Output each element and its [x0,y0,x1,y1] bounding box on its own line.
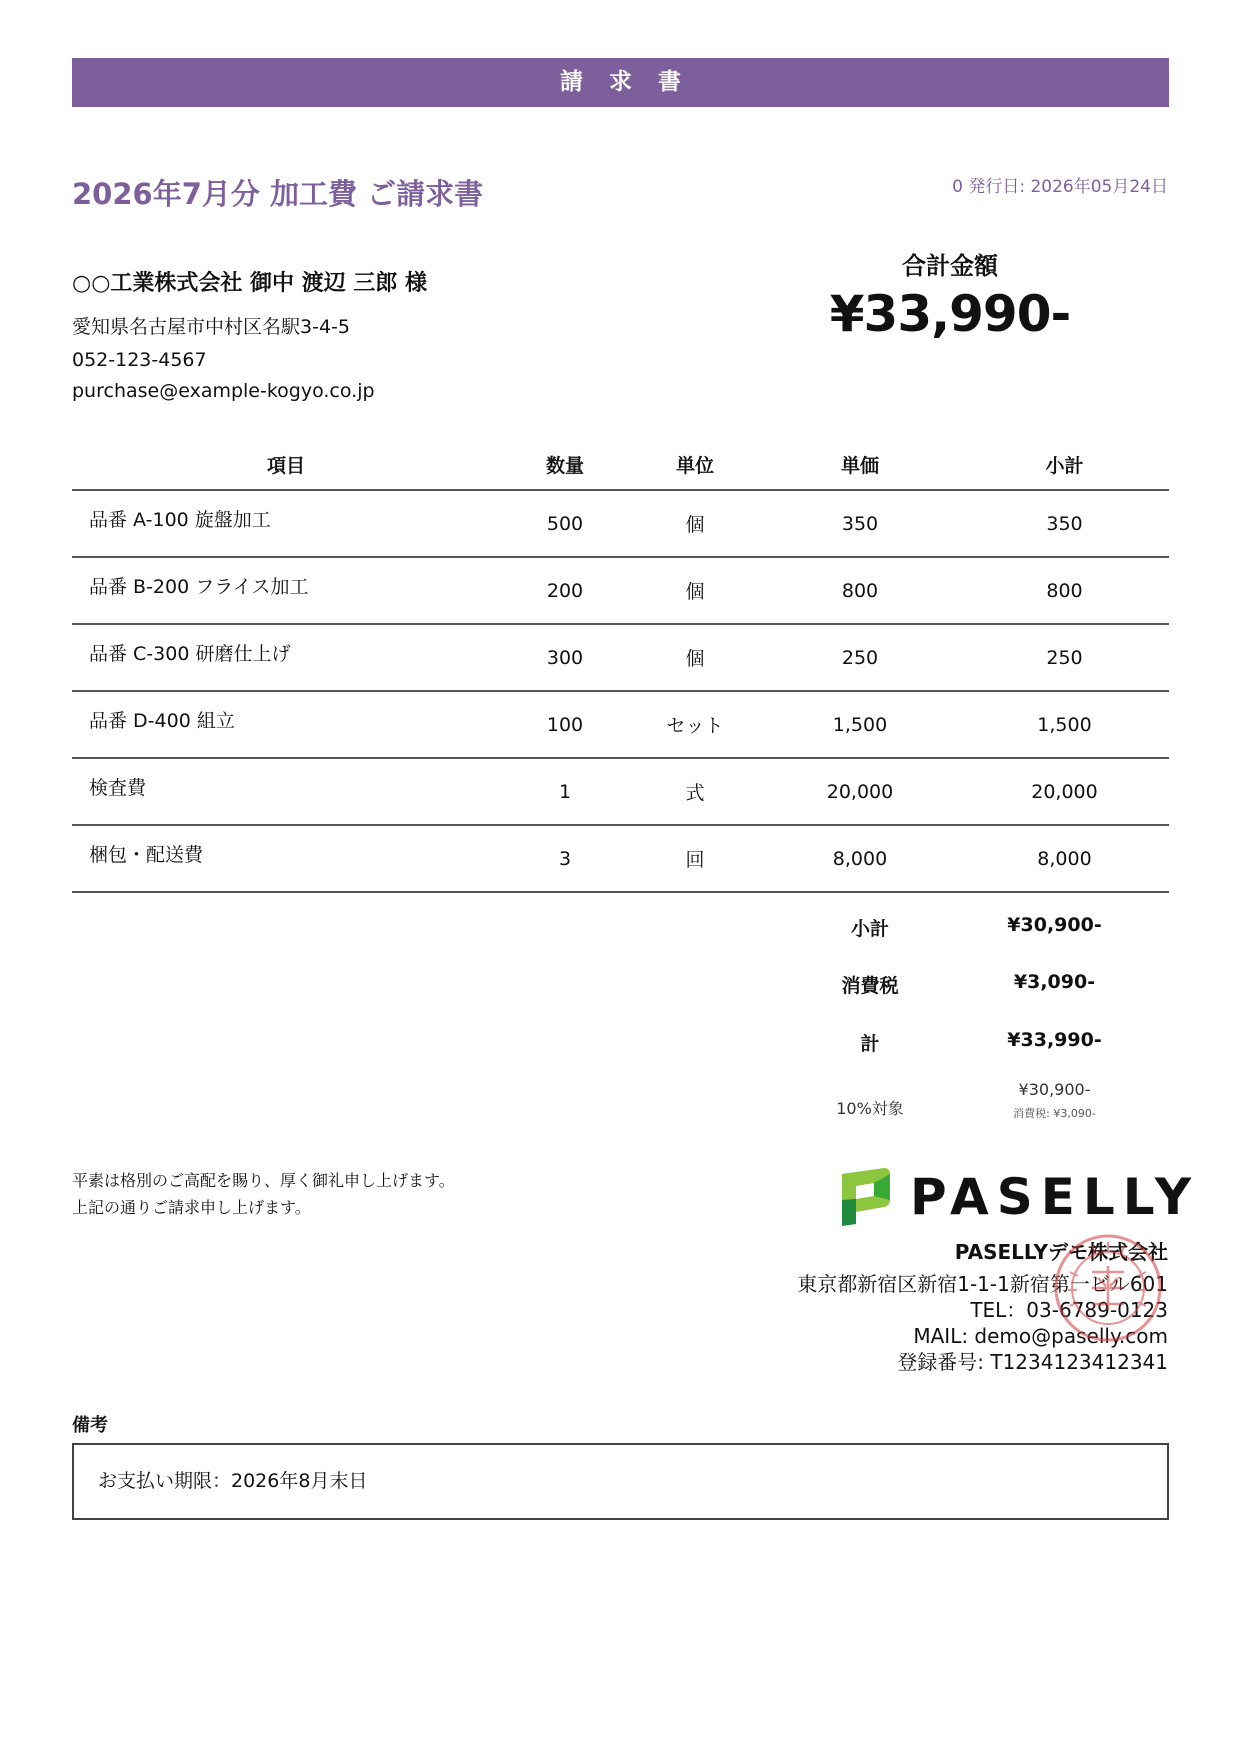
greeting-line-1: 平素は格別のご高配を賜り、厚く御礼申し上げます。 [72,1171,455,1190]
subtotal-row [800,914,1169,941]
tax-value: ¥3,090- [1013,971,1096,993]
issuer-tel: TEL：03-6789-0123 [970,1298,1168,1322]
table-header-row [72,440,1169,490]
item-unit: 個 [630,490,760,557]
item-quantity: 100 [500,691,630,758]
item-unit-price: 20,000 [760,758,960,825]
client-address: 愛知県名古屋市中村区名駅3-4-5 [72,316,350,338]
issuer-name: PASELLYデモ株式会社 [954,1240,1168,1264]
item-unit-price: 1,500 [760,691,960,758]
paselly-logo-mark-icon [836,1166,892,1228]
line-items-table [72,440,1169,893]
logo-wordmark: PASELLY [910,1168,1200,1226]
grand-total-row [800,1029,1169,1056]
table-row [72,557,1169,624]
item-quantity: 300 [500,624,630,691]
column-header-unit-price: 単価 [760,440,960,490]
item-unit-price: 8,000 [760,825,960,892]
remarks-box: お支払い期限：2026年8月末日 [72,1443,1169,1520]
document-title-banner: 請求書 [72,58,1169,107]
subtotal-value: ¥30,900- [1007,914,1102,936]
item-subtotal: 800 [960,557,1169,624]
subtotal-label: 小計 [850,918,889,940]
item-unit: 回 [630,825,760,892]
table-row [72,825,1169,892]
table-row [72,490,1169,557]
issuer-address: 東京都新宿区新宿1-1-1新宿第一ビル601 [797,1272,1168,1296]
tax-basis-amount: ¥30,900- [1018,1080,1091,1099]
tax-row [800,971,1169,998]
tax-basis-values [940,1080,1169,1121]
total-amount-box [790,246,1110,343]
item-quantity: 200 [500,557,630,624]
column-header-unit: 単位 [630,440,760,490]
client-name: ○○工業株式会社 御中 渡辺 三郎 様 [72,271,428,296]
item-subtotal: 1,500 [960,691,1169,758]
company-logo [836,1166,1199,1228]
item-unit-price: 800 [760,557,960,624]
tax-basis-tax: 消費税: ¥3,090- [1013,1107,1096,1120]
column-header-quantity: 数量 [500,440,630,490]
item-name: 品番 A-100 旋盤加工 [72,490,500,557]
item-name: 品番 C-300 研磨仕上げ [72,624,500,691]
item-quantity: 3 [500,825,630,892]
item-unit: 個 [630,624,760,691]
tax-basis-row [800,1080,1169,1121]
item-name: 梱包・配送費 [72,825,500,892]
total-amount-label: 合計金額 [902,252,998,280]
tax-basis-label: 10%対象 [836,1099,904,1118]
item-unit: 個 [630,557,760,624]
greeting-line-2: 上記の通りご請求申し上げます。 [72,1198,311,1217]
client-email: purchase@example-kogyo.co.jp [72,380,375,402]
item-unit: 式 [630,758,760,825]
grand-total-label: 計 [860,1033,880,1055]
table-row [72,758,1169,825]
grand-total-value: ¥33,990- [1007,1029,1102,1051]
item-subtotal: 20,000 [960,758,1169,825]
table-row [72,691,1169,758]
table-row [72,624,1169,691]
item-name: 品番 D-400 組立 [72,691,500,758]
column-header-item: 項目 [72,440,500,490]
item-unit-price: 250 [760,624,960,691]
remarks-label: 備考 [72,1415,108,1436]
client-phone: 052-123-4567 [72,349,207,371]
invoice-title: 2026年7月分 加工費 ご請求書 [72,177,484,211]
item-subtotal: 8,000 [960,825,1169,892]
issuer-mail: MAIL: demo@paselly.com [913,1324,1168,1348]
tax-label: 消費税 [841,975,899,997]
item-unit: セット [630,691,760,758]
item-quantity: 500 [500,490,630,557]
item-subtotal: 350 [960,490,1169,557]
total-amount-value: ¥33,990- [829,285,1071,343]
issuer-registration: 登録番号: T1234123412341 [897,1350,1168,1374]
item-name: 検査費 [72,758,500,825]
item-quantity: 1 [500,758,630,825]
company-seal-icon [1052,1232,1164,1344]
client-block [72,266,712,405]
column-header-subtotal: 小計 [960,440,1169,490]
greeting-text [72,1167,455,1221]
item-name: 品番 B-200 フライス加工 [72,557,500,624]
issue-date: 0 発行日: 2026年05月24日 [952,177,1168,197]
item-subtotal: 250 [960,624,1169,691]
item-unit-price: 350 [760,490,960,557]
